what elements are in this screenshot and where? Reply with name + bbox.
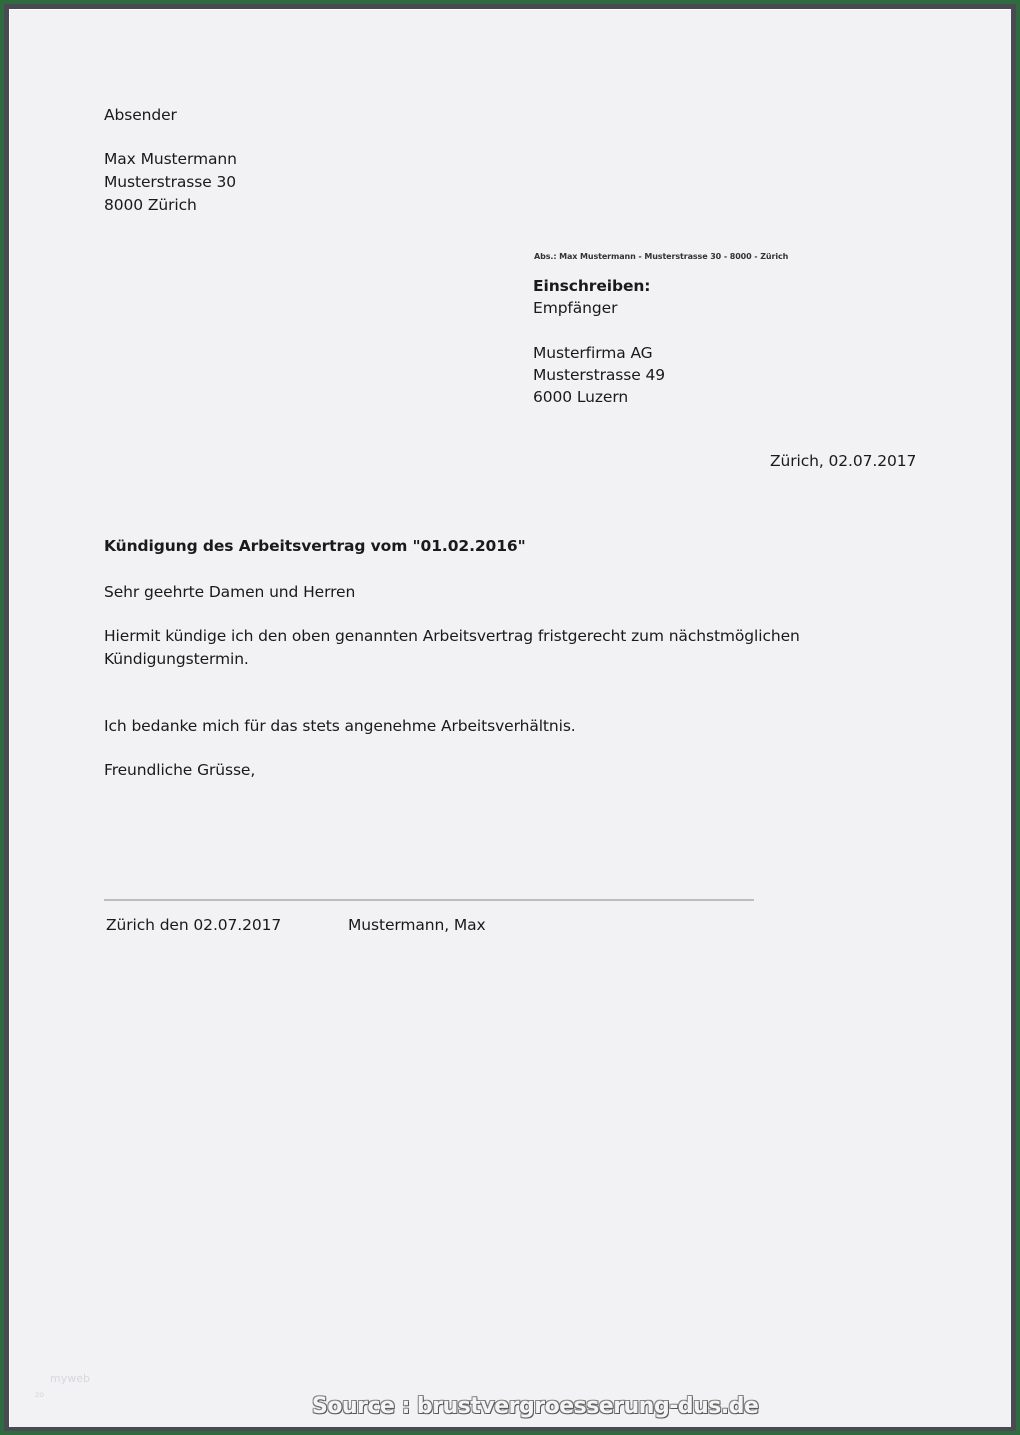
sender-name: Max Mustermann [104, 150, 237, 168]
source-watermark: Source : brustvergroesserung-dus.de [312, 1394, 759, 1419]
faint-watermark: myweb [50, 1372, 90, 1385]
body-paragraph-2: Ich bedanke mich für das stets angenehme Arbeitsverhältnis. [104, 717, 576, 735]
body-paragraph-1-line-1: Hiermit kündige ich den oben genannten Arbeitsvertrag fristgerecht zum nächstmöglichen [104, 627, 800, 645]
faint-watermark-small: zo [35, 1390, 45, 1399]
subject-line: Kündigung des Arbeitsvertrag vom "01.02.2016" [104, 537, 526, 555]
recipient-company: Musterfirma AG [533, 344, 653, 362]
sender-heading: Absender [104, 106, 177, 124]
recipient-street: Musterstrasse 49 [533, 366, 666, 384]
sender-city: 8000 Zürich [104, 196, 197, 214]
closing: Freundliche Grüsse, [104, 761, 256, 779]
salutation: Sehr geehrte Damen und Herren [104, 583, 356, 601]
place-date: Zürich, 02.07.2017 [770, 452, 917, 470]
signature-line [104, 899, 754, 901]
recipient-city: 6000 Luzern [533, 388, 629, 406]
sender-street: Musterstrasse 30 [104, 173, 237, 191]
body-paragraph-1-line-2: Kündigungstermin. [104, 650, 249, 668]
letter-page [9, 9, 1011, 1427]
return-address-line: Abs.: Max Mustermann - Musterstrasse 30 - 8000 - Zürich [534, 252, 789, 261]
signature-place-date: Zürich den 02.07.2017 [106, 916, 282, 934]
recipient-label: Empfänger [533, 299, 618, 317]
delivery-type: Einschreiben: [533, 277, 651, 295]
signature-name: Mustermann, Max [348, 916, 486, 934]
